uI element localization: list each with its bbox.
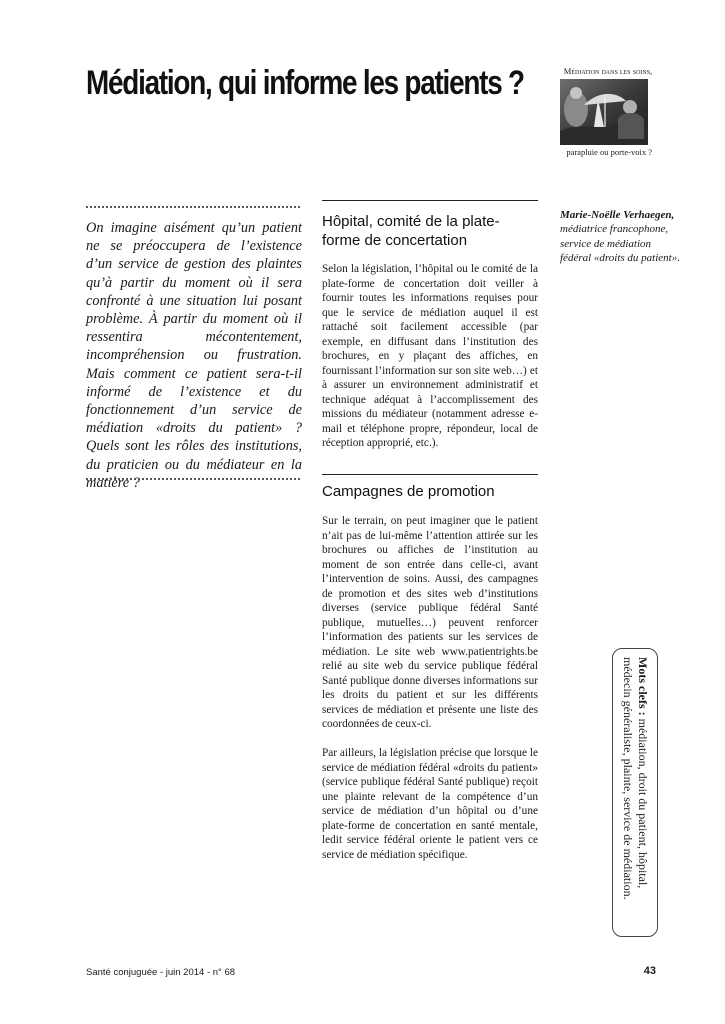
keywords-label: Mots clefs : (636, 656, 650, 716)
photo-caption-bottom: parapluie ou porte-voix ? (566, 147, 652, 157)
page-title: Médiation, qui informe les patients ? (86, 64, 524, 102)
section-2-rule (322, 474, 538, 475)
section-1-heading: Hôpital, comité de la plate-forme de concertation (322, 213, 500, 249)
photo (560, 79, 648, 145)
author-credit (560, 208, 680, 266)
author-name: Marie-Noëlle Verhaegen, (560, 209, 675, 221)
intro-bottom-separator (86, 478, 300, 480)
section-2-heading: Campagnes de promotion (322, 483, 495, 500)
intro-text: On imagine aisément qu’un patient ne se préoccupera de l’existence d’un service de gestion des plaintes qu’à partir du moment où il sera confronté à une situation lui posant problème. À partir du moment où il ressentira mécontentement, incompréhension ou frustration. Mais comment ce patient sera-t-il informé de l’existence et du fonctionnement d’un service de médiation «droits du patient» ? Quels sont les rôles des institutions, du praticien ou du médiateur en la matière ? (86, 220, 302, 491)
page-number: 43 (643, 965, 656, 977)
section-2-paragraph-1: Sur le terrain, on peut imaginer que le patient n’ait pas de lui-même l’attention attirée sur les brochures ou affiches de l’institution au moment de son entrée dans celle-ci, avant l’intervention de soins. Aussi, des campagnes de promotion et des sites web d’institutions diverses (service publique fédéral Santé publique, mutuelles…) peuvent renforcer l’information des patients sur les services de médiation. Le site web www.patientrights.be relié au site web du service publique fédéral Santé publique donne diverses informations sur les droits du patient et sur les différents services de médiation et présente une liste des coordonnées de ceux-ci. (322, 515, 538, 730)
author-role: médiatrice francophone, service de médiation fédéral «droits du patient». (560, 223, 680, 265)
intro-top-separator (86, 206, 300, 208)
section-2-paragraph-2: Par ailleurs, la législation précise que lorsque le service de médiation fédéral «droits du patient» (service publique fédéral Santé publique) reçoit une plainte relevant de la compétence d’un service de médiation d’un hôpital ou d’une plate-forme de concertation en santé mentale, ledit service fédéral oriente le patient vers ce service de médiation spécifique. (322, 747, 538, 861)
keywords-list: médiation, droit du patient, hôpital, médecin généraliste, plainte, service de médiation. (621, 656, 650, 900)
keywords-text (620, 657, 650, 929)
footer-publication: Santé conjuguée - juin 2014 - n° 68 (86, 967, 236, 978)
keywords-box (612, 648, 658, 937)
photo-caption-top: Médiation dans les soins, (563, 66, 653, 76)
section-1-rule (322, 200, 538, 201)
section-1-paragraph: Selon la législation, l’hôpital ou le comité de la plate-forme de concertation doit veiller à fournir toutes les informations requises pour que le service de médiation auquel il est rattaché soit facilement accessible (par exemple, en diffusant dans l’institution des brochures, en y plaçant des affiches, en fournissant l’information sur son site web…) et à assurer un environnement administratif et technique adéquat à l’accomplissement des missions du médiateur (notamment adresse e-mail et téléphone propre, répondeur, local de réception approprié, etc.). (322, 263, 538, 449)
